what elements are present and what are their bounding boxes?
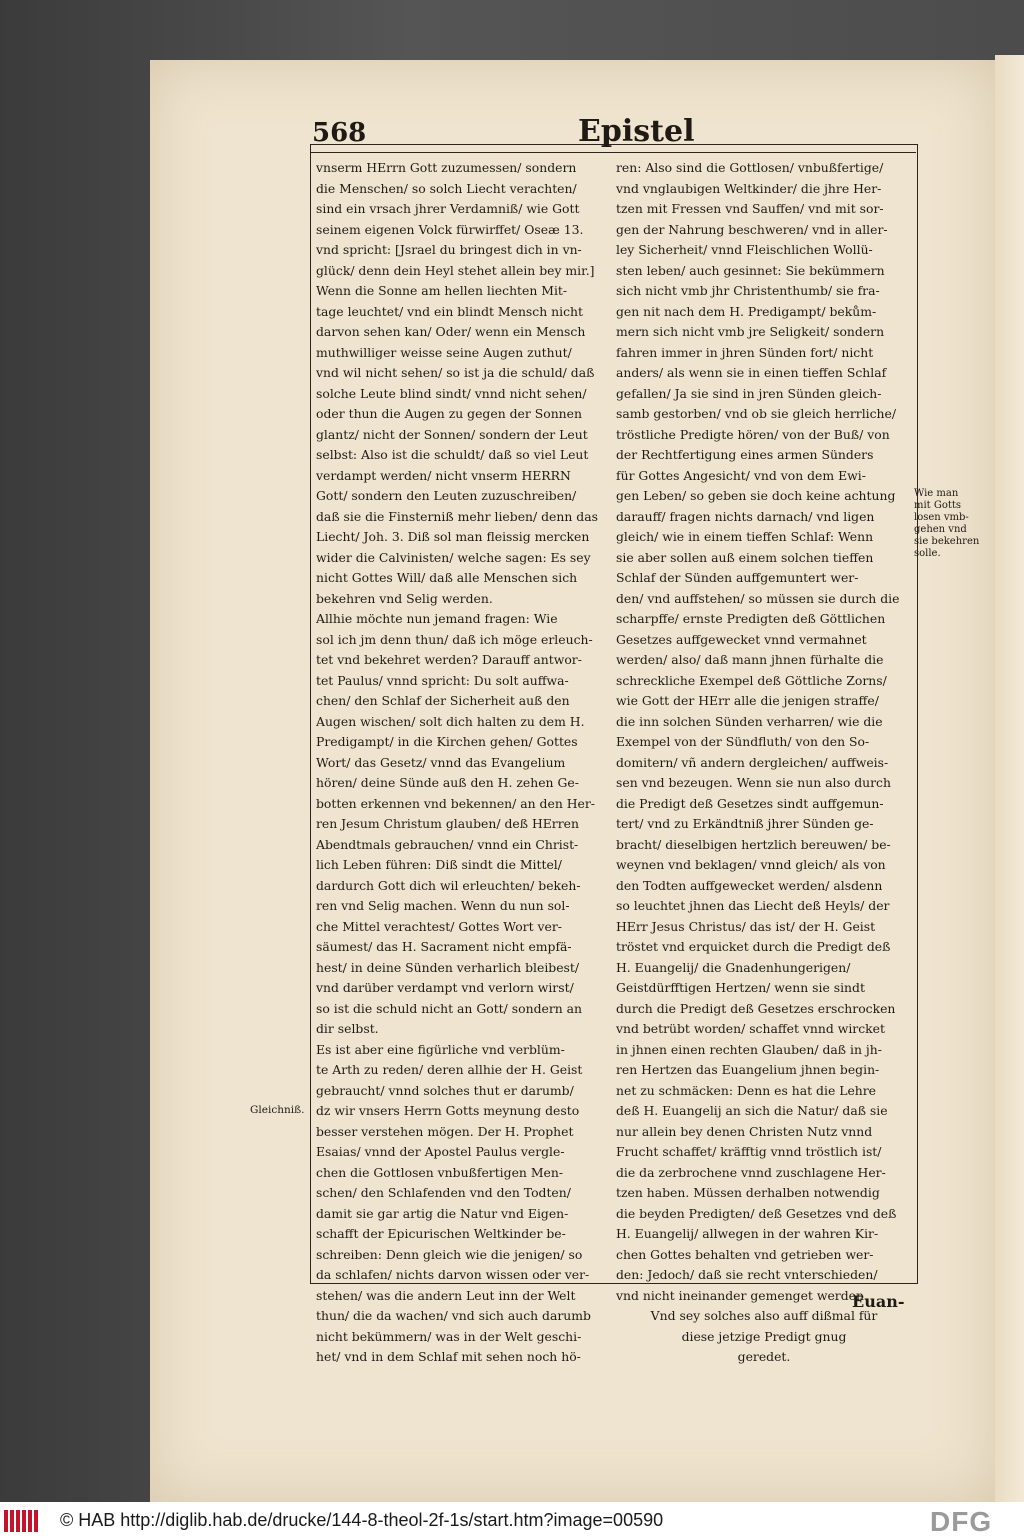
text-line: nur allein bey denen Christen Nutz vnnd (616, 1123, 873, 1139)
text-line: sie aber sollen auß einem solchen tieffen (616, 549, 874, 565)
text-line: werden/ also/ daß mann jhnen fürhalte die (616, 652, 884, 667)
text-line: durch die Predigt deß Gesetzes erschrocken (616, 1000, 896, 1016)
text-line: geredet. (737, 1349, 791, 1364)
text-line: gen nit nach dem H. Predigampt/ bekům- (616, 303, 877, 319)
source-link[interactable]: © HAB http://diglib.hab.de/drucke/144-8-theol-2f-1s/start.htm?image=00590 (60, 1510, 664, 1530)
text-line: glück/ denn dein Heyl stehet allein bey mir.] (316, 262, 595, 278)
text-line: HErr Jesus Christus/ das ist/ der H. Geist (616, 918, 876, 934)
text-line: ren Hertzen das Euangelium jhnen begin- (616, 1062, 880, 1077)
text-line: tet vnd bekehret werden? Darauff antwor- (316, 652, 582, 667)
right-text-column (616, 158, 912, 1368)
text-line: verdampt werden/ nicht vnserm HERRN (316, 467, 571, 483)
library-barcode-icon (4, 1510, 42, 1532)
facing-page-edge (995, 55, 1024, 1502)
text-line: tet Paulus/ vnnd spricht: Du solt auffwa- (316, 672, 569, 688)
text-line: chen die Gottlosen vnbußfertigen Men- (316, 1164, 564, 1180)
text-line: domitern/ vñ andern dergleichen/ auffweis- (616, 754, 889, 770)
text-line: thun/ die da wachen/ vnd sich auch darumb (316, 1308, 591, 1323)
margin-note-line: Wie man (914, 488, 959, 499)
margin-note-line: gehen vnd (914, 524, 967, 535)
text-line: het/ vnd in dem Schlaf mit sehen noch hö- (316, 1349, 581, 1364)
text-line: Es ist aber eine figürliche vnd verblüm- (316, 1041, 565, 1057)
text-line: te Arth zu reden/ deren allhie der H. Geist (316, 1062, 583, 1077)
text-line: Wort/ das Gesetz/ vnnd das Evangelium (316, 754, 566, 770)
text-line: vnd spricht: [Jsrael du bringest dich in vn- (316, 242, 582, 257)
text-line: wider die Calvinisten/ welche sagen: Es sey (316, 549, 591, 565)
text-line: Esaias/ vnnd der Apostel Paulus vergle- (316, 1144, 565, 1159)
text-line: sind ein vrsach jhrer Verdamniß/ wie Gott (316, 201, 580, 216)
text-line: diese jetzige Predigt gnug (681, 1328, 847, 1344)
text-line: die beyden Predigten/ deß Gesetzes vnd deß (616, 1205, 897, 1221)
text-line: die da zerbrochene vnnd zuschlagene Her- (616, 1164, 886, 1180)
left-text-column (316, 158, 612, 1368)
text-line: gen der Nahrung beschweren/ vnd in aller- (616, 221, 888, 237)
margin-note-line: losen vmb- (914, 512, 969, 523)
text-line: nicht bekümmern/ was in der Welt geschi- (316, 1328, 582, 1344)
text-line: gebraucht/ vnnd solches thut er darumb/ (316, 1082, 574, 1098)
text-line: vnd vnglaubigen Weltkinder/ die jhre Her- (616, 180, 882, 196)
text-line: die Predigt deß Gesetzes sindt auffgemun- (616, 795, 884, 811)
text-line: vnd betrübt worden/ schaffet vnnd wircket (616, 1021, 885, 1036)
text-line: deß H. Euangelij an sich die Natur/ daß sie (616, 1103, 888, 1118)
text-line: Predigampt/ in die Kirchen gehen/ Gottes (316, 734, 578, 749)
text-line: besser verstehen mögen. Der H. Prophet (316, 1123, 574, 1139)
text-line: tert/ vnd zu Erkändtniß jhrer Sünden ge- (616, 816, 874, 831)
viewer-footer (0, 1502, 1024, 1538)
text-line: Wenn die Sonne am hellen liechten Mit- (316, 283, 568, 298)
text-line: H. Euangelij/ allwegen in der wahren Kir- (616, 1226, 879, 1241)
text-line: weynen vnd beklagen/ vnnd gleich/ als von (616, 857, 886, 872)
text-line: scharpffe/ ernste Predigten deß Göttlichen (616, 611, 886, 626)
dfg-logo: DFG (930, 1506, 993, 1537)
text-line: Vnd sey solches also auff dißmal für (650, 1308, 878, 1323)
header-rule (310, 152, 916, 153)
text-line: für Gottes Angesicht/ vnd von dem Ewi- (616, 467, 866, 483)
text-line: Gott/ sondern den Leuten zuzuschreiben/ (316, 488, 577, 503)
text-line: Frucht schaffet/ kräfftig vnnd tröstlich ist/ (616, 1144, 882, 1159)
text-line: damit sie gar artig die Natur vnd Eigen- (316, 1205, 569, 1221)
text-line: tröstliche Predigte hören/ von der Buß/ von (616, 426, 890, 442)
text-line: hören/ deine Sünde auß den H. zehen Ge- (316, 775, 579, 790)
text-line: Gesetzes auffgewecket vnnd vermahnet (616, 631, 867, 647)
text-line: Liecht/ Joh. 3. Diß sol man fleissig mercken (316, 529, 590, 544)
text-line: solche Leute blind sindt/ vnnd nicht sehen/ (316, 385, 587, 401)
text-line: dz wir vnsers Herrn Gotts meynung desto (316, 1103, 580, 1118)
text-line: botten erkennen vnd bekennen/ an den Her- (316, 795, 595, 811)
text-line: glantz/ nicht der Sonnen/ sondern der Leut (316, 426, 588, 442)
text-line: gefallen/ Ja sie sind in jren Sünden gleich- (616, 385, 882, 401)
text-line: vnd wil nicht sehen/ so ist ja die schuld/ daß (316, 365, 595, 380)
text-line: fahren immer in jhren Sünden fort/ nicht (616, 344, 874, 360)
text-line: selbst: Also ist die schuldt/ daß so viel Leut (316, 447, 589, 462)
text-line: wie Gott der HErr alle die jenigen straffe/ (616, 693, 879, 708)
text-line: Abendtmals gebrauchen/ vnnd ein Christ- (316, 836, 579, 852)
margin-note-left: Gleichniß. (250, 1104, 305, 1116)
text-line: Allhie möchte nun jemand fragen: Wie (316, 611, 558, 626)
text-line: die Menschen/ so solch Liecht verachten/ (316, 180, 577, 196)
text-line: che Mittel verachtest/ Gottes Wort ver- (316, 918, 562, 934)
text-line: tage leuchtet/ vnd ein blindt Mensch nicht (316, 303, 583, 319)
text-line: schreiben: Denn gleich wie die jenigen/ so (316, 1246, 583, 1262)
text-line: ren: Also sind die Gottlosen/ vnbußfertige/ (616, 160, 884, 175)
text-line: ley Sicherheit/ vnnd Fleischlichen Wollü- (616, 242, 873, 257)
text-line: oder thun die Augen zu gegen der Sonnen (316, 406, 582, 421)
text-line: vnd darüber verdampt vnd verlorn wirst/ (316, 980, 574, 995)
catchword: Euan- (852, 1292, 905, 1311)
text-line: sten leben/ auch gesinnet: Sie bekümmern (616, 262, 885, 278)
running-head: Epistel (578, 114, 695, 149)
text-line: schafft der Epicurischen Weltkinder be- (316, 1226, 566, 1241)
text-line: in jhnen einen rechten Glauben/ daß in jh- (616, 1041, 882, 1057)
text-line: mern sich nicht vmb jre Seligkeit/ sondern (616, 324, 885, 339)
text-line: tzen haben. Müssen derhalben notwendig (616, 1185, 880, 1200)
text-line: säumest/ das H. Sacrament nicht empfä- (316, 939, 572, 954)
text-line: gen Leben/ so geben sie doch keine achtung (616, 488, 896, 503)
text-line: darvon sehen kan/ Oder/ wenn ein Mensch (316, 324, 586, 339)
text-line: tzen mit Fressen vnd Sauffen/ vnd mit sor- (616, 201, 884, 216)
text-line: den: Jedoch/ daß sie recht vnterschieden/ (616, 1267, 878, 1282)
text-line: nicht Gottes Will/ daß alle Menschen sich (316, 570, 578, 585)
text-line: ren Jesum Christum glauben/ deß HErren (316, 816, 579, 831)
text-line: samb gestorben/ vnd ob sie gleich herrliche/ (616, 406, 897, 421)
text-line: schreckliche Exempel deß Göttliche Zorns/ (616, 672, 887, 688)
margin-note-right (914, 488, 984, 560)
text-line: so leuchtet jhnen das Liecht deß Heyls/ der (616, 898, 890, 913)
text-line: anders/ als wenn sie in einen tieffen Schlaf (616, 365, 887, 380)
text-line: vnserm HErrn Gott zuzumessen/ sondern (316, 160, 577, 175)
text-line: sen vnd bezeugen. Wenn sie nun also durch (616, 775, 891, 790)
text-line: bracht/ dieselbigen hertzlich bereuwen/ be- (616, 836, 891, 852)
text-line: den Todten auffgewecket werden/ alsdenn (616, 877, 883, 893)
text-line: Geistdürfftigen Hertzen/ wenn sie sindt (616, 980, 865, 995)
text-line: so ist die schuld nicht an Gott/ sondern an (316, 1000, 583, 1016)
text-line: gleich/ wie in einem tieffen Schlaf: Wenn (616, 529, 874, 544)
text-line: Augen wischen/ solt dich halten zu dem H. (316, 713, 585, 729)
margin-note-line: mit Gotts (914, 500, 962, 511)
text-line: stehen/ was die andern Leut inn der Welt (316, 1287, 576, 1303)
page-number: 568 (312, 118, 367, 148)
text-line: da schlafen/ nichts darvon wissen oder ver- (316, 1267, 590, 1282)
text-line: der Rechtfertigung eines armen Sünders (616, 447, 874, 462)
text-line: seinem eigenen Volck fürwirffet/ Oseæ 13. (316, 221, 584, 237)
text-line: Schlaf der Sünden auffgemuntert wer- (616, 570, 859, 585)
text-line: net zu schmäcken: Denn es hat die Lehre (616, 1082, 877, 1098)
text-line: Exempel von der Sündfluth/ von den So- (616, 734, 870, 749)
text-line: den/ vnd auffstehen/ so müssen sie durch die (616, 590, 900, 606)
text-line: daß sie die Finsterniß mehr lieben/ denn das (316, 508, 598, 524)
text-line: bekehren vnd Selig werden. (316, 590, 493, 606)
text-line: chen Gottes behalten vnd getrieben wer- (616, 1246, 874, 1262)
text-line: vnd nicht ineinander gemenget werden. (616, 1287, 868, 1303)
margin-note-line: sie bekehren (914, 536, 980, 547)
text-line: H. Euangelij/ die Gnadenhungerigen/ (616, 959, 851, 975)
text-line: hest/ in deine Sünden verharlich bleibest/ (316, 959, 580, 975)
text-line: sol ich jm denn thun/ daß ich möge erleuch- (316, 631, 593, 647)
text-line: lich Leben führen: Diß sindt die Mittel/ (316, 857, 562, 872)
text-line: dardurch Gott dich wil erleuchten/ bekeh- (316, 877, 581, 893)
text-line: darauff/ fragen nichts darnach/ vnd ligen (616, 508, 875, 524)
text-line: schen/ den Schlafenden vnd den Todten/ (316, 1185, 571, 1200)
margin-note-line: solle. (914, 548, 941, 559)
text-line: ren vnd Selig machen. Wenn du nun sol- (316, 898, 570, 913)
text-line: muthwilliger weisse seine Augen zuthut/ (316, 344, 572, 360)
text-line: tröstet vnd erquicket durch die Predigt deß (616, 939, 891, 954)
text-line: sich nicht vmb jhr Christenthumb/ sie fra- (616, 283, 880, 298)
text-line: die inn solchen Sünden verharren/ wie die (616, 713, 883, 729)
text-line: chen/ den Schlaf der Sicherheit auß den (316, 693, 570, 708)
text-line: dir selbst. (316, 1021, 379, 1036)
